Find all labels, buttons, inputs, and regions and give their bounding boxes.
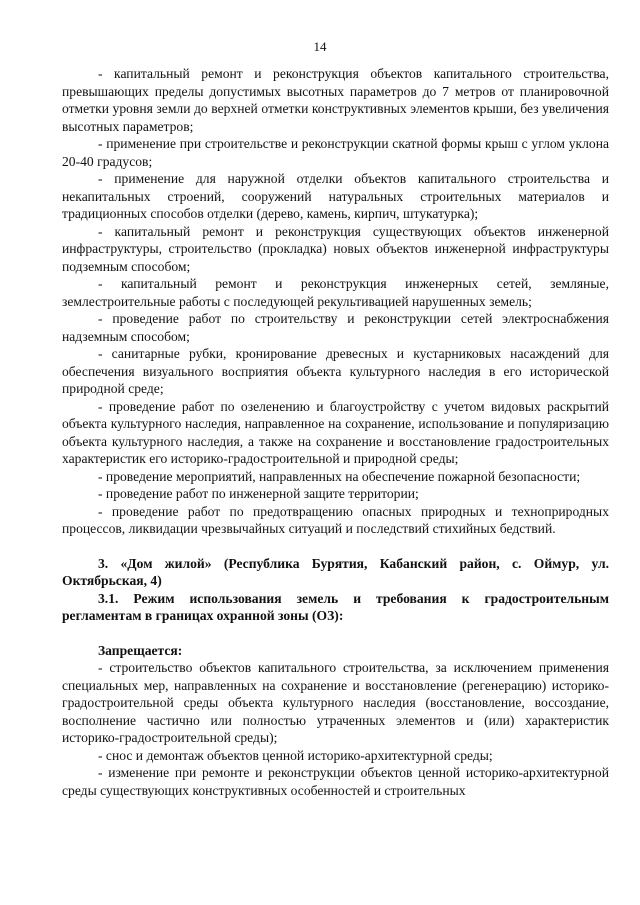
list-item: - проведение работ по инженерной защите территории; [98,486,419,501]
list-item: - проведение работ по строительству и реконструкции сетей электроснабжения надземным способом; [62,311,609,344]
list-item: - снос и демонтаж объектов ценной историко-архитектурной среды; [98,747,493,763]
list-item: - применение для наружной отделки объектов капитального строительства и некапитальных строений, сооружений натуральных строительных материалов и традиционных способов отделки (дерево, камень, кирпич, штукатурка); [62,171,609,221]
section-title: 3. «Дом жилой» (Республика Бурятия, Кабанский район, с. Оймур, ул. Октябрьская, 4) [62,555,609,588]
list-item: - капитальный ремонт и реконструкция существующих объектов инженерной инфраструктуры, строительство (прокладка) новых объектов инженерной инфраструктуры подземным способом; [62,223,609,274]
list-item: - санитарные рубки, кронирование древесных и кустарниковых насаждений для обеспечения визуального восприятия объекта культурного наследия в его исторической природной среде; [62,346,609,396]
subsection-title: 3.1. Режим использования земель и требования к градостроительным регламентам в границах охранной зоны (ОЗ): [62,590,609,623]
list-item: - применение при строительстве и реконструкции скатной формы крыш с углом уклона 20-40 градусов; [62,136,609,169]
prohibited-heading: Запрещается: [98,642,183,658]
list-item: - капитальный ремонт и реконструкция объектов капитального строительства, превышающих пределы допустимых высотных параметров до 7 метров от планировочной отметки уровня земли до верхней отметки конструктивных элементов крыши, без увеличения высотных параметров; [62,66,609,134]
document-body [62,65,609,799]
list-item: - проведение мероприятий, направленных на обеспечение пожарной безопасности; [98,468,581,484]
list-item: - проведение работ по озеленению и благоустройству с учетом видовых раскрытий объекта культурного наследия, направленное на сохранение, использование и популяризацию объекта культурного наследия, а также на сохранение и восстановление градостроительных характеристик его историко-градостроительной и природной среды; [62,398,609,466]
list-item: - изменение при ремонте и реконструкции объектов ценной историко-архитектурной среды существующих конструктивных особенностей и строительных [62,765,609,798]
page-number: 14 [313,39,327,54]
list-item: - капитальный ремонт и реконструкция инженерных сетей, земляные, землестроительные работы с последующей рекультивацией нарушенных земель; [62,276,609,309]
list-item: - проведение работ по предотвращению опасных природных и техноприродных процессов, ликвидации чрезвычайных ситуаций и последствий стихийных бедствий. [62,503,609,536]
list-item: - строительство объектов капитального строительства, за исключением применения специальных мер, направленных на сохранение и восстановление (регенерацию) историко-градостроительной среды объекта культурного наследия (восстановление, воссоздание, восполнение частично или полностью утраченных элементов и (или) характеристик историко-градостроительной среды); [62,660,609,745]
